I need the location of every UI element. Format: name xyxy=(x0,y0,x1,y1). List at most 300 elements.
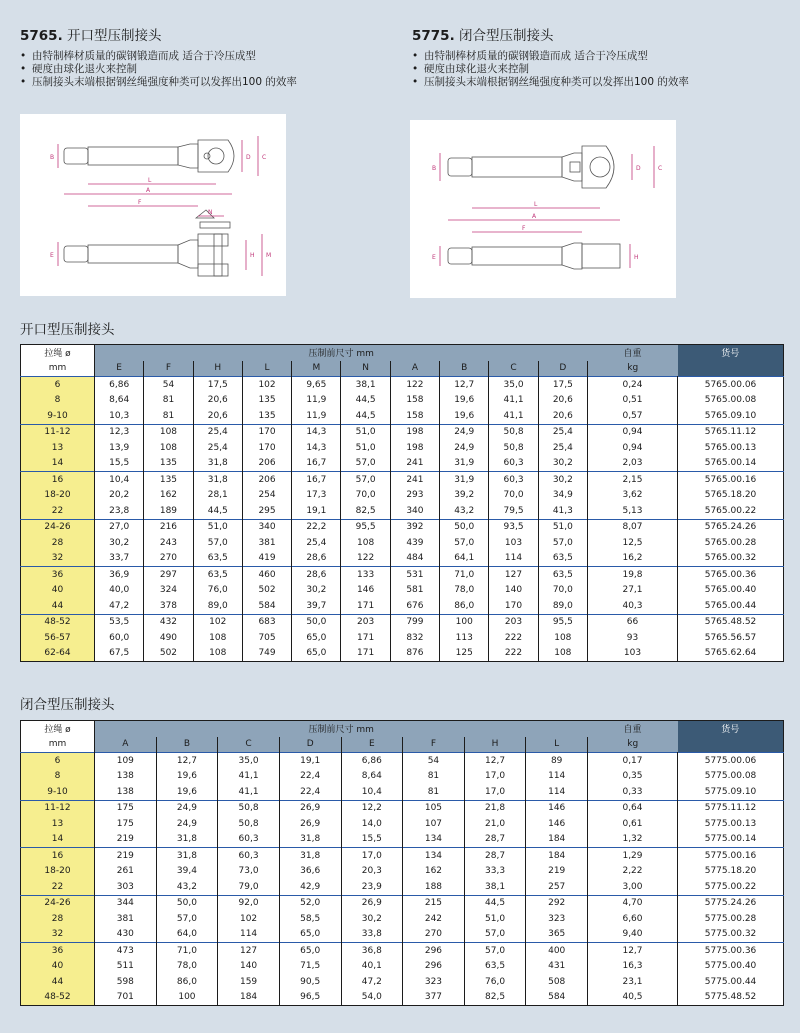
table-cell: 14,3 xyxy=(292,440,341,456)
table-cell: 11,9 xyxy=(292,393,341,409)
table-cell: 133 xyxy=(341,567,390,583)
table-cell: 377 xyxy=(403,990,465,1006)
table-cell: 33,3 xyxy=(464,864,526,880)
table-cell: 63,5 xyxy=(464,959,526,975)
table-cell: 146 xyxy=(526,816,588,832)
table-cell: 432 xyxy=(144,614,193,630)
table-cell: 108 xyxy=(193,646,242,662)
table-cell: 439 xyxy=(390,535,439,551)
table-cell: 31,8 xyxy=(279,832,341,848)
table-cell: 51,0 xyxy=(538,519,587,535)
table-cell: 28,7 xyxy=(464,832,526,848)
open-socket-diagram xyxy=(20,114,286,296)
table-cell: 63,5 xyxy=(193,551,242,567)
column-header: A xyxy=(95,737,157,753)
product-5765-intro xyxy=(20,24,390,89)
table-cell: 20,6 xyxy=(193,393,242,409)
table-cell: 90,5 xyxy=(279,974,341,990)
table-cell: 146 xyxy=(341,583,390,599)
table-cell: 12,5 xyxy=(588,535,678,551)
rope-size-cell: 40 xyxy=(21,959,95,975)
table-cell: 34,9 xyxy=(538,488,587,504)
table-row xyxy=(21,551,784,567)
table-cell: 39,2 xyxy=(440,488,489,504)
table-cell: 12,7 xyxy=(440,377,489,393)
table-cell: 21,8 xyxy=(464,800,526,816)
table-row xyxy=(21,927,784,943)
table-cell: 50,8 xyxy=(218,800,280,816)
table-cell: 102 xyxy=(218,911,280,927)
part-number-cell: 5775.00.14 xyxy=(704,834,757,845)
table-cell: 20,3 xyxy=(341,864,403,880)
table-cell: 71,5 xyxy=(279,959,341,975)
table-cell: 400 xyxy=(526,943,588,959)
product-5775-intro xyxy=(412,24,782,89)
table-cell: 531 xyxy=(390,567,439,583)
rope-size-cell: 11-12 xyxy=(21,800,95,816)
table-cell: 419 xyxy=(242,551,291,567)
table-row xyxy=(21,816,784,832)
table-cell: 340 xyxy=(390,503,439,519)
table-cell: 36,6 xyxy=(279,864,341,880)
rope-size-cell: 24-26 xyxy=(21,895,95,911)
dim-label: E xyxy=(432,254,436,261)
column-header: L xyxy=(242,361,291,377)
closed-socket-diagram xyxy=(410,120,676,298)
rope-size-cell: 28 xyxy=(21,535,95,551)
table-cell: 219 xyxy=(526,864,588,880)
table-cell: 52,0 xyxy=(279,895,341,911)
table-cell: 25,4 xyxy=(538,440,587,456)
part-number-cell: 5775.11.12 xyxy=(678,800,784,816)
table-cell: 40,0 xyxy=(95,583,144,599)
table-cell: 92,0 xyxy=(218,895,280,911)
table-cell: 78,0 xyxy=(440,583,489,599)
table-cell: 0,57 xyxy=(588,408,678,424)
table-cell: 13,9 xyxy=(95,440,144,456)
table-cell: 31,9 xyxy=(440,456,489,472)
size-unit: mm xyxy=(21,737,95,753)
rope-size-cell: 8 xyxy=(21,393,95,409)
table-cell: 28,7 xyxy=(464,848,526,864)
rope-size-cell: 48-52 xyxy=(21,614,95,630)
table-cell: 146 xyxy=(526,800,588,816)
rope-size-cell: 62-64 xyxy=(21,646,95,662)
part-number-subheader xyxy=(678,737,784,753)
table-cell: 241 xyxy=(390,456,439,472)
table-cell: 38,1 xyxy=(464,879,526,895)
table-cell: 198 xyxy=(390,440,439,456)
part-number-cell: 5765.00.08 xyxy=(704,395,757,406)
table-cell: 19,1 xyxy=(279,753,341,769)
table-row xyxy=(21,408,784,424)
table-cell: 140 xyxy=(489,583,538,599)
table-cell: 832 xyxy=(390,630,439,646)
table-cell: 216 xyxy=(144,519,193,535)
table-row xyxy=(21,800,784,816)
table-cell: 51,0 xyxy=(341,440,390,456)
dim-label: F xyxy=(522,225,526,232)
table-cell: 108 xyxy=(538,646,587,662)
table-cell: 63,5 xyxy=(193,567,242,583)
dim-label: N xyxy=(208,209,213,216)
table-cell: 95,5 xyxy=(341,519,390,535)
rope-size-cell: 9-10 xyxy=(21,784,95,800)
table-cell: 86,0 xyxy=(156,974,218,990)
table-cell: 27,1 xyxy=(588,583,678,599)
table-cell: 508 xyxy=(526,974,588,990)
table-cell: 33,8 xyxy=(341,927,403,943)
table-cell: 20,6 xyxy=(538,408,587,424)
table-cell: 27,0 xyxy=(95,519,144,535)
table-cell: 257 xyxy=(526,879,588,895)
table-cell: 170 xyxy=(242,424,291,440)
table-cell: 57,0 xyxy=(464,943,526,959)
table-cell: 188 xyxy=(403,879,465,895)
table-cell: 242 xyxy=(403,911,465,927)
rope-size-cell: 36 xyxy=(21,567,95,583)
table-cell: 103 xyxy=(588,646,678,662)
column-header: H xyxy=(193,361,242,377)
table-row xyxy=(21,598,784,614)
rope-size-cell: 24-26 xyxy=(21,519,95,535)
column-header: A xyxy=(390,361,439,377)
table-cell: 0,35 xyxy=(588,769,678,785)
table-cell: 23,9 xyxy=(341,879,403,895)
rope-size-cell: 6 xyxy=(21,753,95,769)
part-number-cell: 5775.00.16 xyxy=(678,848,784,864)
table-cell: 323 xyxy=(526,911,588,927)
table-cell: 392 xyxy=(390,519,439,535)
table-cell: 57,0 xyxy=(156,911,218,927)
table-cell: 31,8 xyxy=(193,456,242,472)
table-cell: 41,1 xyxy=(489,408,538,424)
table-cell: 135 xyxy=(242,408,291,424)
column-header: B xyxy=(440,361,489,377)
dim-label: L xyxy=(534,201,538,208)
table-cell: 10,4 xyxy=(95,472,144,488)
table-row xyxy=(21,911,784,927)
table-cell: 2,22 xyxy=(588,864,678,880)
table-cell: 16,3 xyxy=(588,959,678,975)
table-cell: 170 xyxy=(242,440,291,456)
part-number-cell: 5775.00.32 xyxy=(704,929,757,940)
table-cell: 17,3 xyxy=(292,488,341,504)
part-number-cell: 5775.00.28 xyxy=(704,913,757,924)
column-header: D xyxy=(279,737,341,753)
table-row xyxy=(21,769,784,785)
table-cell: 295 xyxy=(242,503,291,519)
table-cell: 100 xyxy=(440,614,489,630)
table-body xyxy=(21,753,784,1006)
table-cell: 96,5 xyxy=(279,990,341,1006)
table-cell: 17,5 xyxy=(538,377,587,393)
table-cell: 51,0 xyxy=(341,424,390,440)
table-row xyxy=(21,393,784,409)
table-cell: 170 xyxy=(489,598,538,614)
table-cell: 381 xyxy=(95,911,157,927)
table-cell: 8,64 xyxy=(341,769,403,785)
part-number-cell: 5775.18.20 xyxy=(704,866,757,877)
column-header: M xyxy=(292,361,341,377)
table-cell: 584 xyxy=(526,990,588,1006)
table-cell: 16,7 xyxy=(292,456,341,472)
table-cell: 30,2 xyxy=(341,911,403,927)
table-cell: 184 xyxy=(526,832,588,848)
table-cell: 63,5 xyxy=(538,567,587,583)
table-cell: 102 xyxy=(193,614,242,630)
table-cell: 60,0 xyxy=(95,630,144,646)
dim-label: C xyxy=(658,165,663,172)
table-cell: 26,9 xyxy=(341,895,403,911)
dim-label: B xyxy=(50,154,55,161)
table-cell: 114 xyxy=(526,784,588,800)
table-cell: 70,0 xyxy=(341,488,390,504)
table-cell: 82,5 xyxy=(341,503,390,519)
table-cell: 296 xyxy=(403,959,465,975)
table-cell: 40,1 xyxy=(341,959,403,975)
table-cell: 138 xyxy=(95,769,157,785)
part-number-cell: 5775.09.10 xyxy=(704,786,757,797)
table-cell: 10,3 xyxy=(95,408,144,424)
table-cell: 206 xyxy=(242,456,291,472)
part-number-cell: 5775.00.36 xyxy=(678,943,784,959)
table-cell: 9,65 xyxy=(292,377,341,393)
table-cell: 17,0 xyxy=(464,769,526,785)
table-cell: 58,5 xyxy=(279,911,341,927)
table-cell: 44,5 xyxy=(341,393,390,409)
product-name: 开口型压制接头 xyxy=(67,28,162,44)
section-title-closed: 闭合型压制接头 xyxy=(20,697,115,713)
table-cell: 138 xyxy=(95,784,157,800)
table-cell: 365 xyxy=(526,927,588,943)
table-cell: 19,8 xyxy=(588,567,678,583)
part-number-cell: 5765.00.40 xyxy=(704,585,757,596)
section-title-open: 开口型压制接头 xyxy=(20,322,115,338)
table-cell: 65,0 xyxy=(292,646,341,662)
part-number-cell: 5765.00.16 xyxy=(678,472,784,488)
table-cell: 22,4 xyxy=(279,769,341,785)
table-cell: 63,5 xyxy=(538,551,587,567)
table-cell: 25,4 xyxy=(193,440,242,456)
table-cell: 14,3 xyxy=(292,424,341,440)
table-cell: 20,6 xyxy=(538,393,587,409)
part-number-cell: 5765.00.28 xyxy=(704,537,757,548)
column-header: E xyxy=(341,737,403,753)
table-cell: 584 xyxy=(242,598,291,614)
dim-label: B xyxy=(432,165,437,172)
part-number-cell: 5765.62.64 xyxy=(704,648,757,659)
table-row xyxy=(21,832,784,848)
table-cell: 219 xyxy=(95,832,157,848)
table-cell: 10,4 xyxy=(341,784,403,800)
table-cell: 511 xyxy=(95,959,157,975)
table-cell: 41,3 xyxy=(538,503,587,519)
dim-label: L xyxy=(148,177,152,184)
weight-header: 自重 xyxy=(588,345,678,361)
part-number-cell: 5775.24.26 xyxy=(678,895,784,911)
table-row xyxy=(21,879,784,895)
rope-size-cell: 13 xyxy=(21,816,95,832)
rope-size-cell: 56-57 xyxy=(21,630,95,646)
part-number-cell: 5765.00.36 xyxy=(678,567,784,583)
table-cell: 0,51 xyxy=(588,393,678,409)
table-cell: 23,1 xyxy=(588,974,678,990)
rope-size-cell: 16 xyxy=(21,472,95,488)
table-cell: 19,6 xyxy=(156,769,218,785)
table-cell: 57,0 xyxy=(538,535,587,551)
weight-unit: kg xyxy=(588,737,678,753)
table-cell: 54 xyxy=(403,753,465,769)
table-cell: 158 xyxy=(390,408,439,424)
table-cell: 135 xyxy=(144,456,193,472)
table-cell: 6,60 xyxy=(588,911,678,927)
table-cell: 60,3 xyxy=(218,848,280,864)
table-cell: 206 xyxy=(242,472,291,488)
table-cell: 39,4 xyxy=(156,864,218,880)
table-cell: 12,7 xyxy=(588,943,678,959)
rope-size-cell: 44 xyxy=(21,598,95,614)
rope-size-cell: 14 xyxy=(21,832,95,848)
table-cell: 4,70 xyxy=(588,895,678,911)
table-row xyxy=(21,535,784,551)
table-cell: 42,9 xyxy=(279,879,341,895)
dim-label: D xyxy=(246,154,251,161)
table-cell: 203 xyxy=(489,614,538,630)
table-cell: 0,33 xyxy=(588,784,678,800)
table-row xyxy=(21,630,784,646)
size-header: 拉绳 ø xyxy=(21,345,95,361)
table-cell: 35,0 xyxy=(489,377,538,393)
rope-size-cell: 11-12 xyxy=(21,424,95,440)
table-cell: 297 xyxy=(144,567,193,583)
rope-size-cell: 14 xyxy=(21,456,95,472)
rope-size-cell: 18-20 xyxy=(21,488,95,504)
table-cell: 241 xyxy=(390,472,439,488)
table-cell: 12,3 xyxy=(95,424,144,440)
table-cell: 222 xyxy=(489,630,538,646)
table-row xyxy=(21,895,784,911)
table-cell: 64,0 xyxy=(156,927,218,943)
table-cell: 108 xyxy=(538,630,587,646)
table-cell: 431 xyxy=(526,959,588,975)
table-cell: 122 xyxy=(341,551,390,567)
table-cell: 134 xyxy=(403,832,465,848)
table-row xyxy=(21,456,784,472)
table-cell: 171 xyxy=(341,646,390,662)
table-cell: 20,6 xyxy=(193,408,242,424)
table-cell: 14,0 xyxy=(341,816,403,832)
table-cell: 171 xyxy=(341,598,390,614)
table-cell: 323 xyxy=(403,974,465,990)
part-number-cell: 5765.00.14 xyxy=(704,458,757,469)
dim-label: C xyxy=(262,154,267,161)
part-number-cell: 5765.56.57 xyxy=(704,632,757,643)
column-header: C xyxy=(489,361,538,377)
table-cell: 50,8 xyxy=(489,440,538,456)
table-cell: 25,4 xyxy=(193,424,242,440)
table-cell: 93 xyxy=(588,630,678,646)
table-cell: 81 xyxy=(144,393,193,409)
table-cell: 17,0 xyxy=(464,784,526,800)
rope-size-cell: 22 xyxy=(21,879,95,895)
table-cell: 175 xyxy=(95,800,157,816)
table-cell: 22,4 xyxy=(279,784,341,800)
rope-size-cell: 22 xyxy=(21,503,95,519)
table-row xyxy=(21,974,784,990)
table-cell: 19,6 xyxy=(440,408,489,424)
dimensions-header: 压制前尺寸 mm xyxy=(95,721,588,737)
table-cell: 33,7 xyxy=(95,551,144,567)
table-cell: 0,24 xyxy=(588,377,678,393)
weight-header: 自重 xyxy=(588,721,678,737)
table-row xyxy=(21,583,784,599)
dimensions-header: 压制前尺寸 mm xyxy=(95,345,588,361)
table-cell: 683 xyxy=(242,614,291,630)
table-cell: 57,0 xyxy=(193,535,242,551)
table-cell: 57,0 xyxy=(341,472,390,488)
table-cell: 65,0 xyxy=(292,630,341,646)
table-cell: 40,5 xyxy=(588,990,678,1006)
column-header: F xyxy=(144,361,193,377)
size-header: 拉绳 ø xyxy=(21,721,95,737)
table-row xyxy=(21,864,784,880)
table-cell: 93,5 xyxy=(489,519,538,535)
table-cell: 6,86 xyxy=(341,753,403,769)
part-number-cell: 5765.00.44 xyxy=(704,600,757,611)
table-row xyxy=(21,503,784,519)
rope-size-cell: 36 xyxy=(21,943,95,959)
column-header: H xyxy=(464,737,526,753)
table-cell: 799 xyxy=(390,614,439,630)
part-number-cell: 5765.00.32 xyxy=(704,553,757,564)
table-cell: 70,0 xyxy=(489,488,538,504)
rope-size-cell: 44 xyxy=(21,974,95,990)
table-cell: 598 xyxy=(95,974,157,990)
table-cell: 581 xyxy=(390,583,439,599)
table-cell: 296 xyxy=(403,943,465,959)
dim-label: F xyxy=(138,199,142,206)
table-cell: 108 xyxy=(341,535,390,551)
table-cell: 9,40 xyxy=(588,927,678,943)
table-cell: 108 xyxy=(144,424,193,440)
table-cell: 122 xyxy=(390,377,439,393)
table-cell: 107 xyxy=(403,816,465,832)
table-cell: 159 xyxy=(218,974,280,990)
table-cell: 3,00 xyxy=(588,879,678,895)
table-cell: 189 xyxy=(144,503,193,519)
table-row xyxy=(21,784,784,800)
table-cell: 114 xyxy=(489,551,538,567)
table-cell: 113 xyxy=(440,630,489,646)
table-cell: 502 xyxy=(242,583,291,599)
part-number-cell: 5765.00.06 xyxy=(678,377,784,393)
table-cell: 30,2 xyxy=(538,472,587,488)
table-cell: 158 xyxy=(390,393,439,409)
table-cell: 54 xyxy=(144,377,193,393)
table-cell: 473 xyxy=(95,943,157,959)
table-cell: 108 xyxy=(144,440,193,456)
table-cell: 16,2 xyxy=(588,551,678,567)
table-cell: 30,2 xyxy=(95,535,144,551)
part-number-subheader xyxy=(678,361,784,377)
table-cell: 57,0 xyxy=(440,535,489,551)
table-cell: 749 xyxy=(242,646,291,662)
table-cell: 0,64 xyxy=(588,800,678,816)
table-cell: 0,61 xyxy=(588,816,678,832)
table-cell: 76,0 xyxy=(193,583,242,599)
table-cell: 6,86 xyxy=(95,377,144,393)
